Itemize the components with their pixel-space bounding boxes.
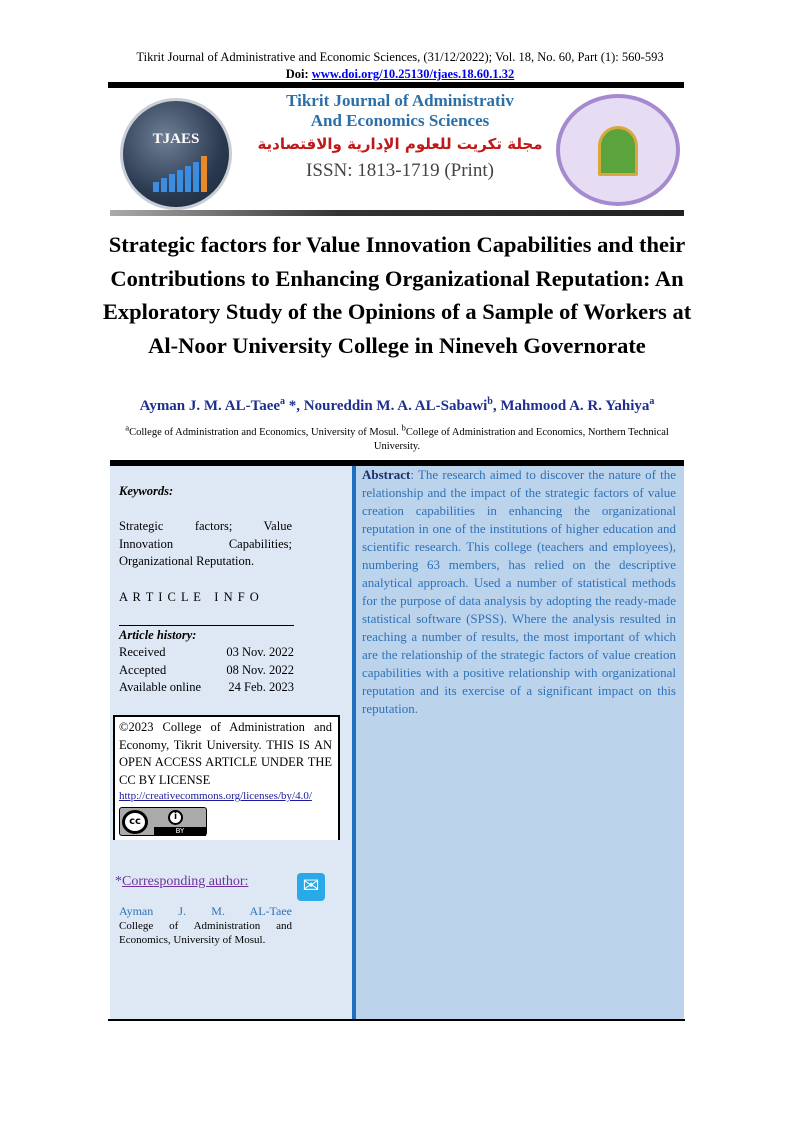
banner-title-line1: Tikrit Journal of Administrativ	[286, 91, 514, 110]
doi-link[interactable]: www.doi.org/10.25130/tjaes.18.60.1.32	[311, 67, 515, 81]
author-list: Ayman J. M. AL-Taee$^a$ *, Noureddin M. A. AL-Sabawi$^b$, Mahmood A. R. Yahiya$^a$	[139, 396, 655, 414]
corresponding-affiliation: College of Administration and Economics, University of Mosul.	[119, 920, 292, 946]
journal-citation: Tikrit Journal of Administrative and Economic Sciences, (31/12/2022); Vol. 18, No. 60, Part (1): 560-593	[136, 50, 664, 64]
email-icon[interactable]: ✉	[297, 873, 325, 901]
license-link[interactable]: http://creativecommons.org/licenses/by/4.0/	[119, 790, 312, 802]
corresponding-block	[119, 904, 292, 947]
corresponding-name: Ayman J. M. AL-Taee	[119, 904, 292, 918]
history-label: Article history:	[119, 628, 197, 642]
history-online: Available online 24 Feb. 2023	[119, 680, 294, 694]
paper-title: Strategic factors for Value Innovation Capabilities and their Contributions to Enhancing Organizational Reputation: An Exploratory Study of the Opinions of a Sample of Workers at Al-Noor University College in Nineveh Governorate	[102, 232, 692, 358]
doi-line	[100, 66, 700, 82]
history-list	[119, 644, 294, 697]
banner-rule	[110, 210, 684, 216]
affiliations: $^a$College of Administration and Economics, University of Mosul. $^b$College of Administration and Economics, Northern Technical University.	[125, 422, 669, 452]
license-text: ©2023 College of Administration and Economy, Tikrit University. THIS IS AN OPEN ACCESS ARTICLE UNDER THE CC BY LICENSE	[119, 720, 332, 787]
cc-by-badge[interactable]	[119, 807, 207, 836]
banner-issn: ISSN: 1813-1719 (Print)	[306, 160, 494, 181]
history-received: Received 03 Nov. 2022	[119, 645, 294, 659]
college-seal-logo	[556, 94, 680, 206]
license-box	[113, 715, 340, 840]
cc-icon: cc	[122, 810, 148, 834]
bottom-rule	[108, 1019, 685, 1021]
history-accepted: Accepted 08 Nov. 2022	[119, 662, 294, 677]
article-info-heading: A R T I C L E I N F O	[119, 590, 260, 604]
banner-arabic-title: مجلة تكريت للعلوم الإدارية والاقتصادية	[257, 135, 543, 153]
cc-badge-label: BY	[154, 827, 206, 836]
keywords-label: Keywords:	[119, 484, 174, 498]
attribution-icon: i	[168, 810, 183, 825]
abstract: Abstract: The research aimed to discover the nature of the relationship and the impact of the strategic factors of value creation capabilities in enhancing the organizational reputation in one of the institutions of higher education and scientific research. This college (teachers and employees), numbering 63 members, has relied on the descriptive analytical approach. Used a number of statistical methods for the purpose of data analysis by adopting the ready-made statistical software (SPSS). Where the analysis resulted in reaching a number of results, the most important of which are the relationship of the strategic factors of value creation capabilities with a positive relationship with organizational reputation and its exercise of a significant impact on this reputation.	[362, 467, 676, 716]
tjaes-logo: TJAES	[120, 98, 232, 210]
info-rule	[119, 625, 294, 626]
corresponding-author-link[interactable]: *Corresponding author:	[115, 874, 249, 889]
keywords: Strategic factors; Value Innovation Capabilities; Organizational Reputation.	[119, 519, 292, 568]
banner-title-line2: And Economics Sciences	[310, 111, 490, 130]
header-rule	[108, 82, 684, 88]
doi-label: Doi:	[285, 67, 309, 81]
